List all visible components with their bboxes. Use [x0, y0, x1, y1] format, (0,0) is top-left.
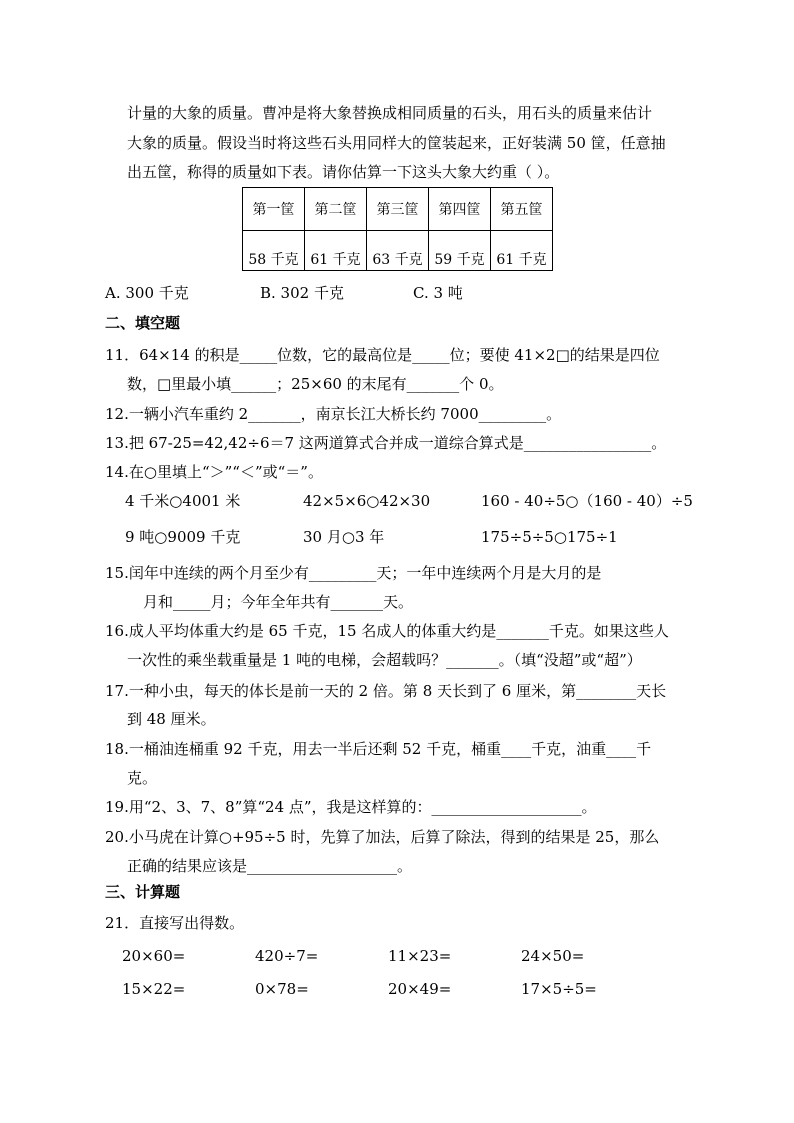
question-12: 12.一辆小汽车重约 2_______，南京长江大桥长约 7000_________。: [105, 405, 562, 423]
question-11-line-1: 11．64×14 的积是_____位数，它的最高位是_____位；要使 41×2□的结果是四位: [105, 346, 660, 364]
comparison-item: 4 千米○4001 米: [125, 492, 241, 510]
question-14: 14.在○里填上“＞”“＜”或“＝”。: [105, 463, 323, 481]
comparison-item: 175÷5÷5○175÷1: [481, 528, 618, 546]
table-value-cell: 58 千克: [243, 231, 305, 271]
option-a: A. 300 千克: [105, 284, 189, 302]
question-16-line-1: 16.成人平均体重大约是 65 千克，15 名成人的体重大约是_______千克。如果这些人: [105, 622, 669, 640]
table-value-cell: 61 千克: [305, 231, 367, 271]
section-title-calculation: 三、计算题: [105, 883, 181, 901]
table-header-cell: 第五筐: [491, 188, 553, 231]
table-value-cell: 59 千克: [429, 231, 491, 271]
calculation-item: 11×23=: [388, 947, 452, 965]
comparison-item: 30 月○3 年: [303, 528, 385, 546]
option-c: C. 3 吨: [413, 284, 463, 302]
question-15-line-1: 15.闰年中连续的两个月至少有_________天；一年中连续两个月是大月的是: [105, 564, 602, 582]
calculation-item: 0×78=: [255, 980, 309, 998]
question-20-line-1: 20.小马虎在计算○+95÷5 时，先算了加法，后算了除法，得到的结果是 25，那么: [105, 828, 660, 846]
question-15-line-2: 月和_____月；今年全年共有_______天。: [143, 593, 414, 611]
basket-weight-table: [242, 187, 553, 271]
intro-line-3: 出五筐，称得的质量如下表。请你估算一下这头大象大约重（ ）。: [127, 163, 560, 181]
table-header-cell: 第四筐: [429, 188, 491, 231]
comparison-item: 9 吨○9009 千克: [125, 528, 241, 546]
question-19: 19.用“2、3、7、8”算“24 点”，我是这样算的：____________________。: [105, 798, 597, 816]
question-16-line-2: 一次性的乘坐载重量是 1 吨的电梯，会超载吗？_______。（填“没超”或“超”）: [127, 651, 642, 669]
question-11-line-2: 数，□里最小填______；25×60 的末尾有_______个 0。: [127, 375, 504, 393]
question-17-line-1: 17.一种小虫，每天的体长是前一天的 2 倍。第 8 天长到了 6 厘米，第________天长: [105, 682, 667, 700]
section-title-fill-in: 二、填空题: [105, 314, 181, 332]
question-18-line-2: 克。: [127, 769, 158, 787]
comparison-item: 160 - 40÷5○（160 - 40）÷5: [481, 492, 693, 510]
calculation-item: 17×5÷5=: [521, 980, 597, 998]
table-value-cell: 61 千克: [491, 231, 553, 271]
question-13: 13.把 67-25=42,42÷6＝7 这两道算式合并成一道综合算式是_________________。: [105, 434, 667, 452]
calculation-item: 24×50=: [521, 947, 585, 965]
comparison-item: 42×5×6○42×30: [303, 492, 431, 510]
intro-line-2: 大象的质量。假设当时将这些石头用同样大的筐装起来，正好装满 50 筐，任意抽: [127, 134, 666, 152]
question-18-line-1: 18.一桶油连桶重 92 千克，用去一半后还剩 52 千克，桶重____千克，油重____千: [105, 740, 652, 758]
table-header-cell: 第三筐: [367, 188, 429, 231]
table-header-cell: 第一筐: [243, 188, 305, 231]
question-20-line-2: 正确的结果应该是____________________。: [127, 857, 413, 875]
option-b: B. 302 千克: [260, 284, 344, 302]
calculation-item: 420÷7=: [255, 947, 319, 965]
calculation-item: 20×49=: [388, 980, 452, 998]
calculation-item: 15×22=: [122, 980, 186, 998]
table-header-cell: 第二筐: [305, 188, 367, 231]
table-value-cell: 63 千克: [367, 231, 429, 271]
question-17-line-2: 到 48 厘米。: [127, 710, 216, 728]
intro-line-1: 计量的大象的质量。曹冲是将大象替换成相同质量的石头，用石头的质量来估计: [127, 104, 653, 122]
question-21: 21．直接写出得数。: [105, 914, 245, 932]
calculation-item: 20×60=: [122, 947, 186, 965]
